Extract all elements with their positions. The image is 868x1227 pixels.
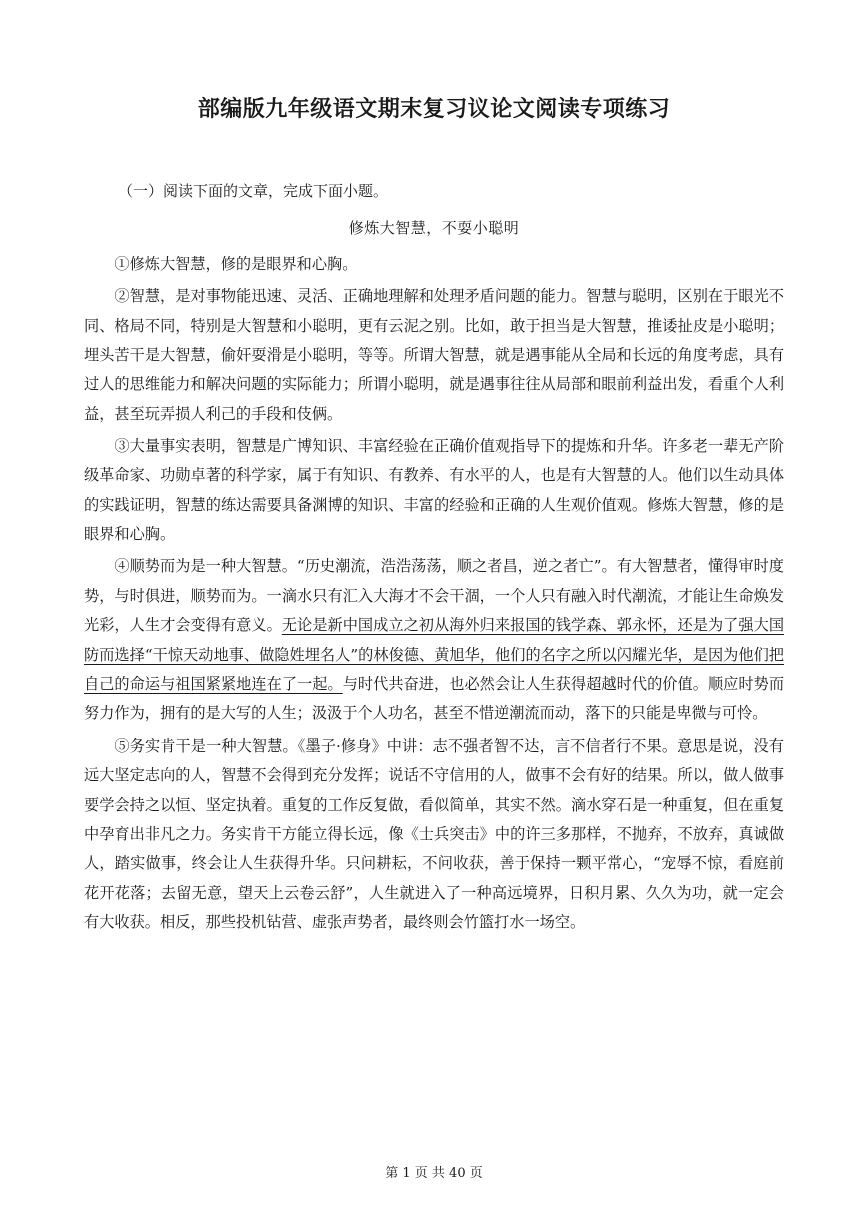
paragraph-5: ⑤务实肯干是一种大智慧。《墨子·修身》中讲：志不强者智不达，言不信者行不果。意思是说，没有远大坚定志向的人，智慧不会得到充分发挥；说话不守信用的人，做事不会有好的结果。所以，做人做事要学会持之以恒、坚定执着。重复的工作反复做，看似简单，其实不然。滴水穿石是一种重复，但在重复中孕育出非凡之力。务实肯干方能立得长远，像《士兵突击》中的许三多那样，不抛弃，不放弃，真诚做人，踏实做事，终会让人生获得升华。只问耕耘，不问收获，善于保持一颗平常心，“宠辱不惊，看庭前花开花落；去留无意，望天上云卷云舒”，人生就进入了一种高远境界，日积月累、久久为功，就一定会有大收获。相反，那些投机钻营、虚张声势者，最终则会竹篮打水一场空。	[84, 736, 784, 932]
section-instruction: （一）阅读下面的文章，完成下面小题。	[118, 182, 389, 200]
paragraph-3: ③大量事实表明，智慧是广博知识、丰富经验在正确价值观指导下的提炼和升华。许多老一辈无产阶级革命家、功勋卓著的科学家，属于有知识、有教养、有水平的人，也是有大智慧的人。他们以生动具体的实践证明，智慧的练达需要具备渊博的知识、丰富的经验和正确的人生观价值观。修炼大智慧，修的是眼界和心胸。	[84, 437, 784, 544]
paragraph-4-text-before: ④顺势而为是一种大智慧。“历史潮流，浩浩荡荡，顺之者昌，逆之者亡”。有大智慧者，懂得审时度势，与时俱进，顺势而为。一滴水只有汇入大海才不会干涸，一个人只有融入时代潮流，才能让生命焕发光彩，人生才会变得有意义。	[84, 557, 784, 635]
paragraph-2: ②智慧，是对事物能迅速、灵活、正确地理解和处理矛盾问题的能力。智慧与聪明，区别在于眼光不同、格局不同，特别是大智慧和小聪明，更有云泥之别。比如，敢于担当是大智慧，推诿扯皮是小聪明；埋头苦干是大智慧，偷奸耍滑是小聪明，等等。所谓大智慧，就是遇事能从全局和长远的角度考虑，具有过人的思维能力和解决问题的实际能力；所谓小聪明，就是遇事往往从局部和眼前利益出发，看重个人利益，甚至玩弄损人利己的手段和伎俩。	[84, 287, 784, 423]
article-body	[84, 250, 784, 940]
document-title: 部编版九年级语文期末复习议论文阅读专项练习	[197, 97, 671, 122]
paragraph-4	[84, 552, 784, 728]
paragraph-4-text-after: 与时代共奋进，也必然会让人生获得超越时代的价值。顺应时势而努力作为，拥有的是大写的人生；汲汲于个人功名，甚至不惜逆潮流而动，落下的只能是卑微与可怜。	[84, 675, 785, 723]
paragraph-1: ①修炼大智慧，修的是眼界和心胸。	[114, 255, 358, 273]
paragraph-4-underlined-sentence: 无论是新中国成立之初从海外归来报国的钱学森、郭永怀，还是为了强大国防而选择“干惊天动地事、做隐姓埋名人”的林俊德、黄旭华，他们的名字之所以闪耀光华，是因为他们把自己的命运与祖国紧紧地连在了一起。	[84, 616, 785, 694]
article-title: 修炼大智慧，不耍小聪明	[348, 219, 520, 237]
page-footer: 第 1 页 共 40 页	[385, 1166, 483, 1181]
